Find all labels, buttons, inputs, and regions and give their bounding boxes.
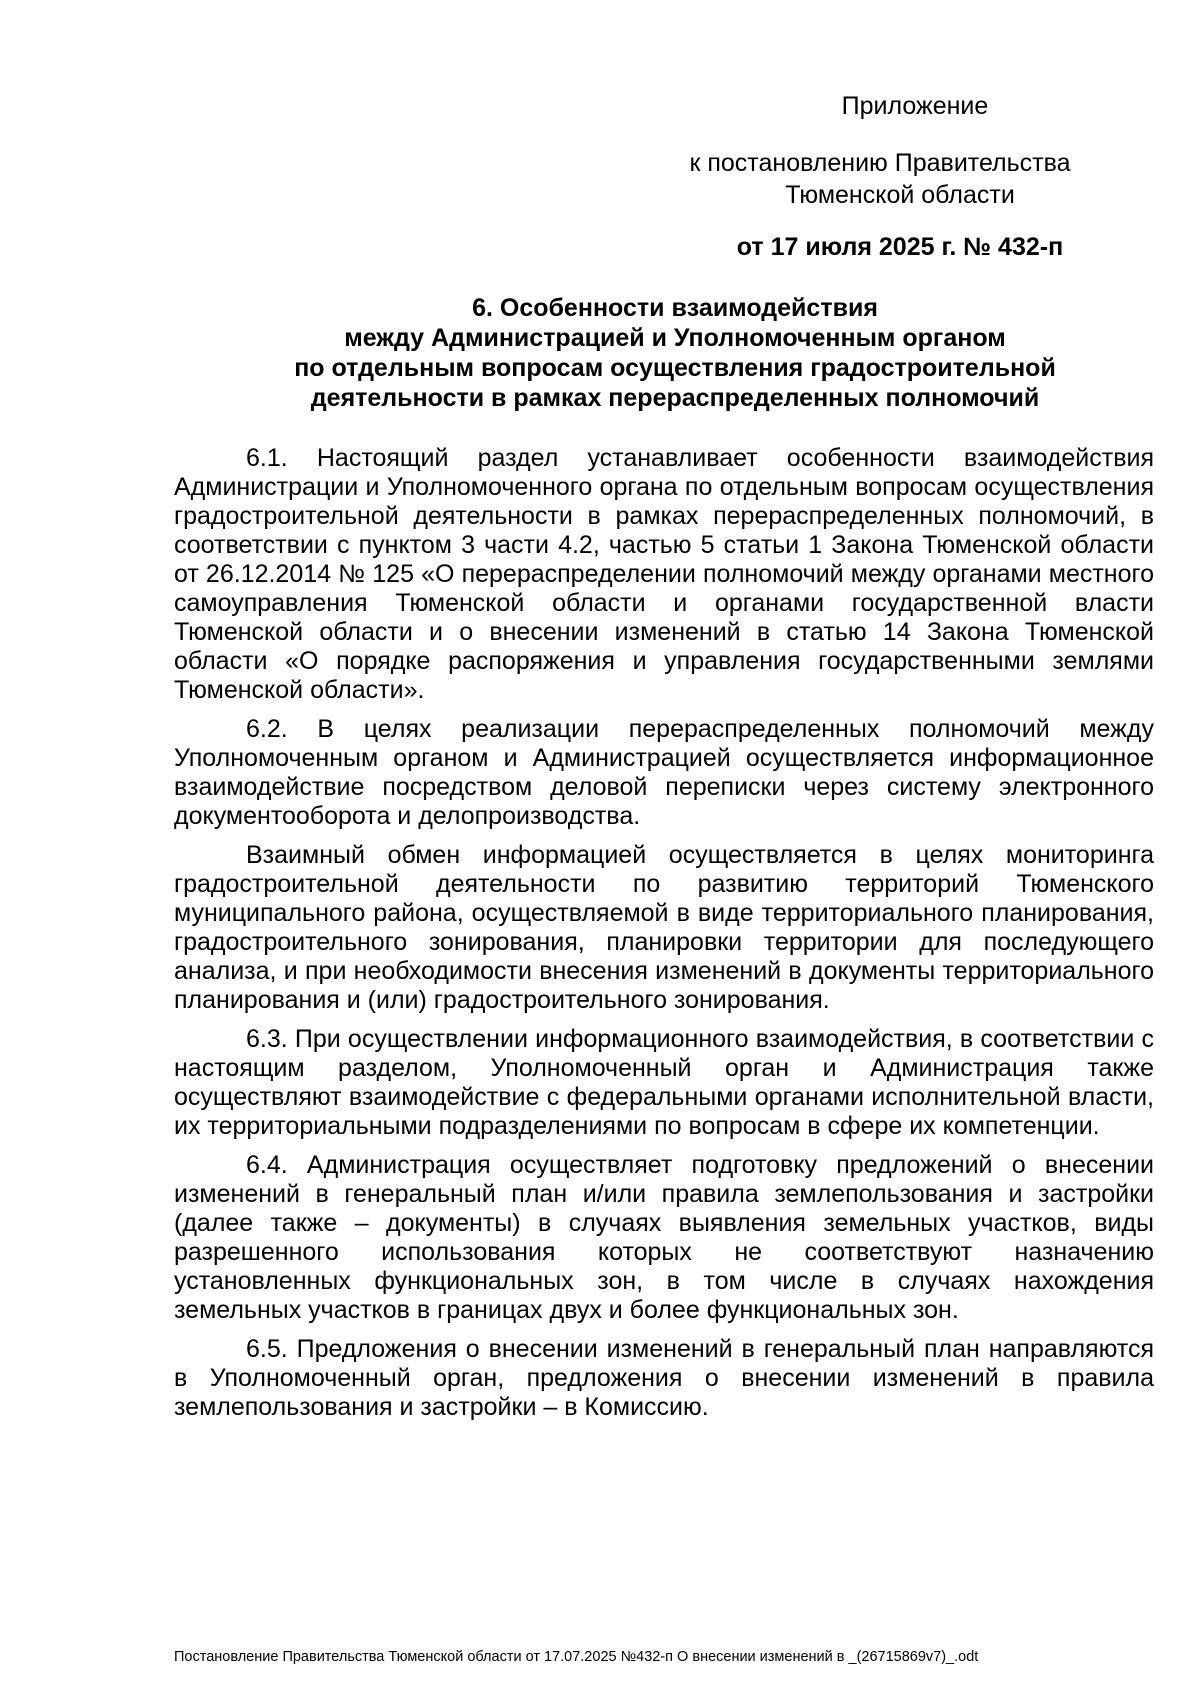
section-title — [180, 293, 1170, 413]
appendix-block — [690, 90, 1110, 263]
section-title-line: деятельности в рамках перераспределенных полномочий — [310, 384, 1040, 412]
document-body — [174, 444, 1154, 1432]
paragraph-6-2: 6.2. В целях реализации перераспределенных полномочий между Уполномоченным органом и Администрацией осуществляется информационное взаимодействие посредством деловой переписки через систему электронного документооборота и делопроизводства. — [174, 715, 1154, 830]
paragraph-6-4: 6.4. Администрация осуществляет подготовку предложений о внесении изменений в генеральный план и/или правила землепользования и застройки (далее также – документы) в случаях выявления земельных участков, виды разрешенного использования которых не соответствуют назначению установленных функциональных зон, в том числе в случаях нахождения земельных участков в границах двух и более функциональных зон. — [174, 1151, 1154, 1324]
section-title-line: 6. Особенности взаимодействия — [472, 294, 878, 322]
paragraph-6-1: 6.1. Настоящий раздел устанавливает особенности взаимодействия Администрации и Уполномоченного органа по отдельным вопросам осуществления градостроительной деятельности в рамках перераспределенных полномочий, в соответствии с пунктом 3 части 4.2, частью 5 статьи 1 Закона Тюменской области от 26.12.2014 № 125 «О перераспределении полномочий между органами местного самоуправления Тюменской области и органами государственной власти Тюменской области и о внесении изменений в статью 14 Закона Тюменской области «О порядке распоряжения и управления государственными землями Тюменской области». — [174, 444, 1154, 704]
appendix-region-line: Тюменской области — [785, 181, 1015, 209]
section-title-line: между Администрацией и Уполномоченным органом — [344, 324, 1006, 352]
paragraph-6-3: 6.3. При осуществлении информационного взаимодействия, в соответствии с настоящим разделом, Уполномоченный орган и Администрация также осуществляют взаимодействие с федеральными органами исполнительной власти, их территориальными подразделениями по вопросам в сфере их компетенции. — [174, 1025, 1154, 1140]
appendix-resolution-line: к постановлению Правительства — [689, 149, 1071, 177]
section-title-line: по отдельным вопросам осуществления градостроительной — [294, 354, 1056, 382]
appendix-label: Приложение — [841, 92, 989, 120]
paragraph-mutual-exchange: Взаимный обмен информацией осуществляется в целях мониторинга градостроительной деятельности по развитию территорий Тюменского муниципального района, осуществляемой в виде территориального планирования, градостроительного зонирования, планировки территории для последующего анализа, и при необходимости внесения изменений в документы территориального планирования и (или) градостроительного зонирования. — [174, 841, 1154, 1014]
page-footer: Постановление Правительства Тюменской области от 17.07.2025 №432-п О внесении изменений в _(26715869v7)_.odt — [174, 1649, 979, 1665]
paragraph-6-5: 6.5. Предложения о внесении изменений в генеральный план направляются в Уполномоченный орган, предложения о внесении изменений в правила землепользования и застройки – в Комиссию. — [174, 1335, 1154, 1421]
appendix-date-number: от 17 июля 2025 г. № 432-п — [736, 233, 1064, 261]
